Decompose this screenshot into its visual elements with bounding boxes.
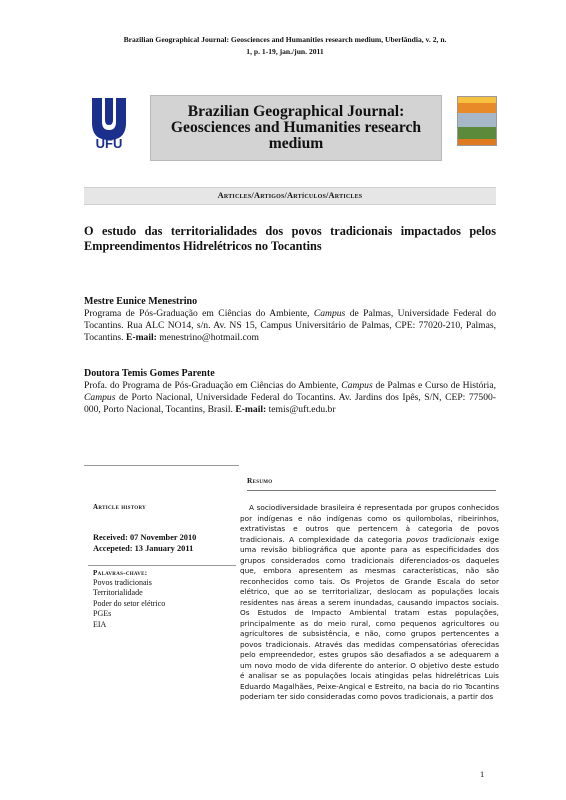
author-affiliation	[84, 308, 496, 345]
accepted-date: Accepeted: 13 January 2011	[93, 544, 194, 553]
abstract-part: exige uma revisão bibliográfica que aponte para as especificidades dos grupos considerados como tradicionais diferenciados-os daqueles que, embora apresentem as mesmas características, não são reconhecidos como tais. Os Projetos de Grande Escala do setor elétrico, que ao se territorializar, deslocam as populações locais residentes nas áreas a serem inundadas, causando impactos sociais. Os Estudos de Impacto Ambiental tratam estas populações, principalmente as do meio rural, como pequenos agricultores ou agricultores de subsistência, e não, como grupos pertencentes a povos tradicionais. Através das medidas compensatórias oferecidas pelo empreendedor, estes grupos são desafiados a se adequarem a um novo modo de vida diferente do anterior. O objetivo deste estudo é analisar se as populações locais atingidas pelas hidrelétricas Luis Eduardo Magalhães, Peixe-Angical e Estreito, na bacia do rio Tocantins poderiam ter sido consideradas como povos tradicionais, a partir dos	[240, 534, 499, 702]
running-head-line-2: 1, p. 1-19, jan./jun. 2011	[246, 47, 324, 56]
journal-title: Brazilian Geographical Journal: Geosciences and Humanities research medium	[170, 103, 422, 152]
article-title: O estudo das territorialidades dos povos tradicionais impactados pelos Empreendimentos Hidrelétricos no Tocantins	[84, 224, 496, 253]
affiliation-campus: Campus	[84, 392, 116, 404]
author-block-2	[84, 368, 496, 417]
article-dates	[93, 532, 196, 554]
affiliation-campus: Campus	[313, 308, 346, 319]
affiliation-text: Programa de Pós-Graduação em Ciências do Ambiente,	[84, 308, 314, 319]
running-head-line-1: Brazilian Geographical Journal: Geosciences and Humanities research medium, Uberlândia, v. 2, n.	[123, 35, 447, 44]
received-date: Received: 07 November 2010	[93, 533, 197, 542]
email-label: E-mail:	[235, 404, 267, 416]
affiliation-text: Profa. do Programa de Pós-Graduação em Ciências do Ambiente,	[84, 380, 342, 391]
resumo-heading: Resumo	[247, 476, 273, 485]
author-email: menestrino@hotmail.com	[156, 332, 259, 344]
keyword: EIA	[93, 619, 107, 629]
author-email: temis@uft.edu.br	[266, 404, 336, 416]
divider	[84, 465, 239, 466]
abstract-italic-term: povos tradicionais	[406, 534, 475, 544]
keywords-heading: Palavras-chave:	[93, 569, 148, 577]
section-label: Articles/Artigos/Artículos/Articles	[84, 187, 496, 205]
page-number: 1	[480, 770, 485, 779]
keyword: PGEs	[93, 609, 112, 619]
author-block-1	[84, 296, 496, 345]
keywords-list	[93, 578, 165, 630]
article-history-heading: Article history	[93, 503, 147, 511]
ufu-logo-text: UFU	[95, 136, 123, 151]
author-name: Mestre Eunice Menestrino	[84, 296, 198, 307]
author-name: Doutora Temis Gomes Parente	[84, 368, 215, 379]
author-affiliation	[84, 380, 496, 417]
ufu-logo	[86, 96, 132, 158]
affiliation-campus: Campus	[341, 380, 373, 391]
keyword: Poder do setor elétrico	[93, 598, 166, 608]
journal-cover-image	[457, 96, 497, 146]
affiliation-text: de Porto Nacional, Universidade Federal do Tocantins. Av. Jardins dos Ipês, S/N, CEP: 77500-000, Porto Nacional, Tocantins, Brasil.	[84, 392, 496, 416]
running-head	[70, 34, 500, 58]
keyword: Territorialidade	[93, 588, 143, 598]
divider	[88, 565, 236, 566]
journal-banner	[150, 95, 442, 161]
divider	[247, 490, 496, 491]
affiliation-text: de Palmas e Curso de História,	[372, 380, 496, 391]
abstract-part: A sociodiversidade brasileira é representada por grupos conhecidos por indígenas e não indígenas como os quilombolas, ribeirinhos, extrativistas e outros que pertencem à categoria de povos tradicionais. A complexidade da categoria	[240, 503, 499, 544]
abstract-text	[240, 503, 499, 703]
email-label: E-mail:	[125, 332, 157, 344]
affiliation-text: de Palmas, Universidade Federal do Tocantins. Rua ALC NO14, s/n. Av. NS 15, Campus Universitário de Palmas, CPE: 77020-210, Palmas, Tocantins.	[84, 308, 496, 344]
keyword: Povos tradicionais	[93, 578, 152, 587]
